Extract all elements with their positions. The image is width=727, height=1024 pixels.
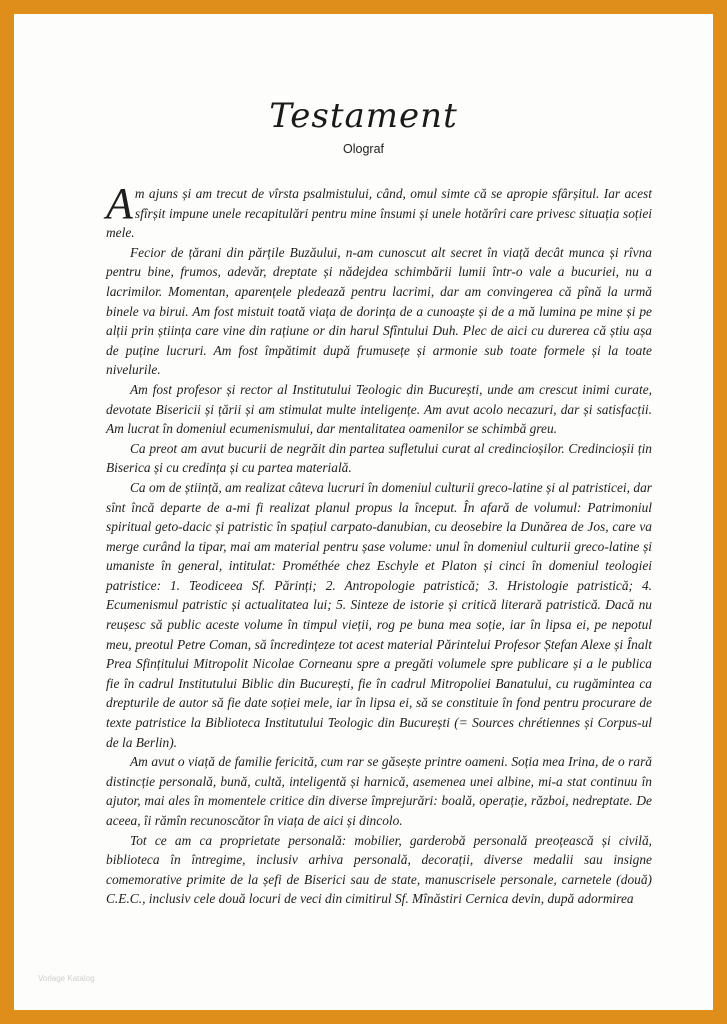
paragraph-1 bbox=[106, 179, 652, 243]
document-page bbox=[14, 14, 713, 1010]
paragraph-5: Ca om de știință, am realizat câteva lucruri în domeniul culturii greco-latine și al patristicei, dar sînt încă departe de a-mi fi realizat planul propus la început. În afară de volumul: Patrimoniul spiritual geto-dacic și patristic în spațiul carpato-danubian, cu deosebire la Dunărea de Jos, care va merge curând la tipar, mai am material pentru șase volume: unul în domeniul culturii greco-latine și umaniste în general, intitulat: Prométhée chez Eschyle et Platon și cinci în domeniul teologiei patristice: 1. Teodiceea Sf. Părinți; 2. Antropologie patristică; 3. Hristologie patristică; 4. Ecumenismul patristic și actualitatea lui; 5. Sinteze de istorie și critică literară patristică. Dacă nu reușesc să public aceste volume în timpul vieții, rog pe buna mea soție, iar în lipsa ei, pe nepotul meu, preotul Petre Coman, să încredințeze tot acest material Părintelui Profesor Ștefan Alexe și Înalt Prea Sfințitului Mitropolit Nicolae Corneanu spre a pregăti volumele spre publicare și a le publica fie în cadrul Institutului Biblic din București, fie în cadrul Mitropoliei Banatului, cu rugămintea ca drepturile de autor să fie date soției mele, iar în lipsa ei, să se constituie în fond pentru procurare de texte patristice la Biblioteca Institutului Teologic din București (= Sources chrétiennes și Corpus-ul de la Berlin). bbox=[106, 479, 652, 750]
document-subtitle: Olograf bbox=[343, 142, 384, 156]
document-body bbox=[106, 179, 652, 909]
paragraph-7: Tot ce am ca proprietate personală: mobilier, garderobă personală preoțească și civilă, biblioteca în întregime, inclusiv arhiva personală, decorații, diverse medalii sau insigne comemorative primite de la șefi de Biserici sau de state, manuscrisele personale, carnetele (două) C.E.C., inclusiv cele două locuri de veci din cimitirul Sf. Mînăstiri Cernica devin, după adormirea bbox=[106, 832, 652, 907]
paragraph-text: m ajuns și am trecut de vîrsta psalmistului, când, omul simte că se apropie sfârșitul. Iar acest sfîrșit impune unele recapitulări pentru mine însumi și unele hotărîri care privesc situația soției mele. bbox=[106, 186, 652, 241]
document-title: Testament bbox=[269, 96, 458, 136]
drop-cap: A bbox=[106, 179, 133, 228]
paragraph-6: Am avut o viață de familie fericită, cum rar se găsește printre oameni. Soția mea Irina, de o rară distincție personală, bună, cultă, inteligentă și harnică, asemenea unei albine, mi-a stat continuu în ajutor, mai ales în momentele critice din diverse împrejurări: boală, operație, război, nedreptate. De aceea, îi rămîn recunoscător în viața de aici și dincolo. bbox=[106, 754, 652, 828]
paragraph-2: Fecior de țărani din părțile Buzăului, n-am cunoscut alt secret în viață decât munca și rîvna pentru bine, frumos, adevăr, dreptate și nădejdea schimbării lumii într-o vale a bucuriei, nu a lacrimilor. Momentan, aparențele pledează pentru lacrimi, dar am convingerea că pînă la urmă binele va birui. Am fost mistuit toată viața de dorința de a cunoaște și de a mă lumina pe mine și pe alții prin știința care vine din rațiune or din harul Sfîntului Duh. Plec de aici cu durerea că știu așa de puține lucruri. Am fost împătimit după frumusețe și armonie sub toate formele și la toate nivelurile. bbox=[106, 244, 652, 378]
paragraph-3: Am fost profesor și rector al Institutului Teologic din București, unde am crescut inimi curate, devotate Bisericii și țării și am stimulat multe inteligențe. Am avut acolo necazuri, dar și satisfacții. Am lucrat în domeniul ecumenismului, dar mentalitatea oamenilor se schimbă greu. bbox=[106, 381, 652, 437]
watermark-text: Vorlage Katalog bbox=[38, 974, 95, 983]
paragraph-4: Ca preot am avut bucurii de negrăit din partea sufletului curat al credincioșilor. Credincioșii țin Biserica și cu credința și cu partea materială. bbox=[106, 440, 652, 476]
